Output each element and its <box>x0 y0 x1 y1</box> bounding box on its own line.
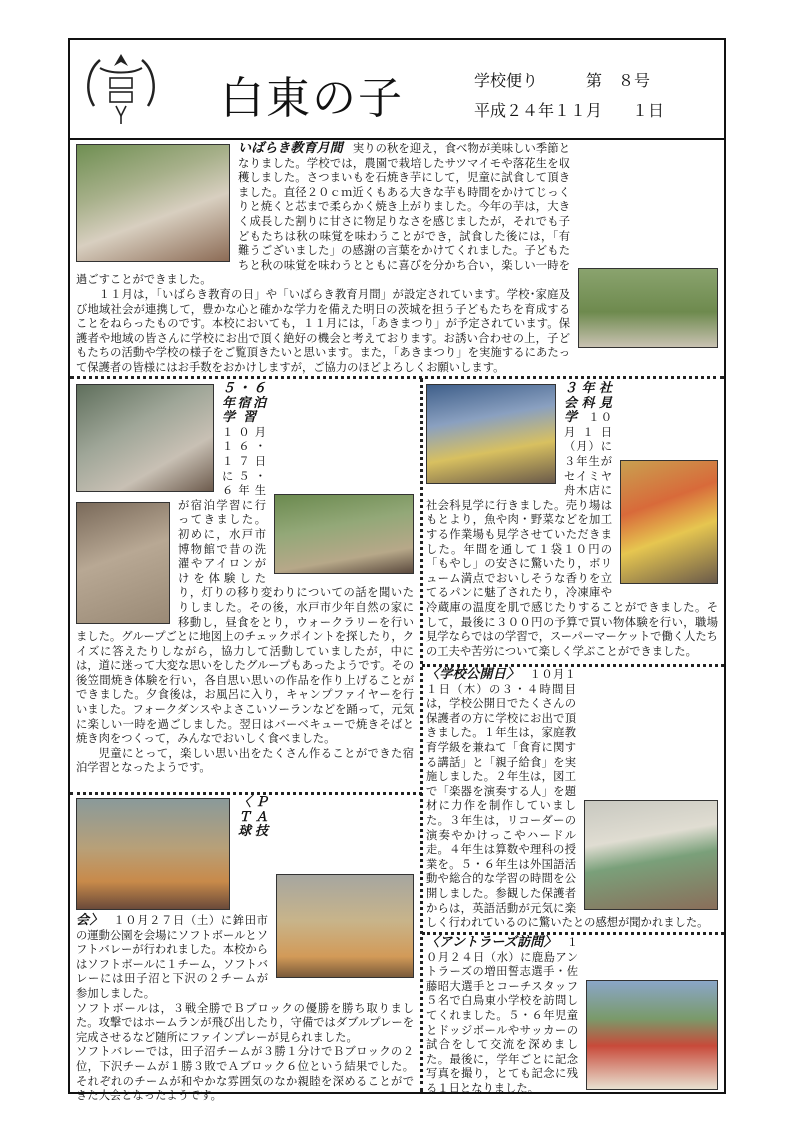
section-ibaraki <box>76 142 718 374</box>
section-shakai <box>426 382 718 660</box>
newsletter-label: 学校便り <box>474 71 539 90</box>
antlers-paragraph: 〈アントラーズ訪問〉 １０月２４日（水）に鹿島アントラーズの増田誓志選手・佐藤昭大選手とコーチスタッフ５名で白鳥東小学校を訪問してくれました。５・６年児童とドッジボールやサッカーの試合をして交流を深めました。最後に，学年ごとに記念写真を撮り，とても記念に残る１日となりました。 <box>426 935 578 1095</box>
shukuhaku-paragraph: ５・６年宿泊学習１０月１６・１７日に５・６年生が宿泊学習に行ってきました。初めに，水戸市博物館で昔の洗濯やアイロンがけを体験したり，灯りの移り変わりについての話を聞いたりしました。その後，水戸市少年自然の家に移動し，昼食をとり，ウォークラリーを行いました。グループごとに地図上のチェックポイントを探したり，クイズに答えたりしながら，協力して活動していましたが，中には，道に迷って大変な思いをしたグループもあったようです。その後笠間焼き体験を行い，各自思い思いの作品を作り上げることができました。夕食後は，お風呂に入り，キャンプファイヤーを行いました。フォークダンスやよさこいソーランなどを踊って，元気に楽しい一時を過ごしました。翌日はバーベキューで焼きそばと焼き肉をつくって，みんなでおいしく食べました。 <box>76 381 414 746</box>
issue-info <box>474 68 650 91</box>
issue-number: 第 ８号 <box>586 71 651 90</box>
shukuhaku-paragraph-2: 児童にとって，楽しい思い出をたくさん作ることができた宿泊学習となったようです。 <box>76 746 414 775</box>
issue-day: １日 <box>632 101 665 120</box>
heading-pta: 〈ＰＴＡ球技会〉 <box>76 795 268 928</box>
newsletter-title: 白東の子 <box>220 73 404 124</box>
section-koukai <box>426 668 718 930</box>
ibaraki-paragraph-1: いばらき教育月間 実りの秋を迎え，食べ物が美味しい季節となりました。学校では，農園で栽培したサツマイモや落花生を収穫しました。さつまいもを石焼き芋にして，児童に試食して頂きました。直径２０ｃｍ近くもある大きな芋も時間をかけてじっくりと焼くと芯まで柔らかく焼き上がりました。今年の芋は，大きく成長した割りに甘さに物足りなさを感じましたが，それでも子どもたちは秋の味覚を味わうことができ，試食した後には，「有難うございました」の感謝の言葉をかけてくれました。子どもたちと秋の味覚を味わうとともに喜びを分かち合い，楽しい一時を過ごすことができました。 <box>76 141 570 287</box>
shakai-paragraph: ３年社会科見学 １０月１日（月）に３年生がセイミヤ舟木店に社会科見学に行きました。売り場はもとより，魚や肉・野菜などを加工する作業場も見学させていただきました。年間を通して１袋１０円の「もやし」の安さに驚いたり，ボリューム満点でおいしそうな香りを立てるパンに魅了されたり，冷凍庫や冷蔵庫の温度を肌で感じたりすることができました。そして，最後に３００円の予算で買い物体験を行い，職場見学ならではの学習で，スーパーマーケットで働く人たちの工夫や苦労について楽しく学ぶことができました。 <box>426 381 718 658</box>
ibaraki-paragraph-2: １１月は，「いばらき教育の日」や「いばらき教育月間」が設定されています。学校･家庭及び地域社会が連携して，豊かな心と確かな学力を備えた明日の茨城を担う子どもたちを育成することをねらったものです。本校においても，１１月には，「あきまつり」が予定されています。保護者や地域の皆さんに学校にお出で頂く絶好の機会と考えております。お誘い合わせの上，子どもたちの活動や学校の様子をご覧頂きたいと思います。また，「あきまつり」を実施するにあたって保護者の皆様にはお手数をおかけしますが，ご協力のほどよろしくお願いします。 <box>76 287 570 374</box>
pta-paragraph-2: ソフトボールは，３戦全勝でＢブロックの優勝を勝ち取りました。攻撃ではホームランが飛び出したり，守備ではダブルプレーを完成させるなど随所にファインプレーが見られました。 <box>76 1001 415 1044</box>
section-shukuhaku <box>76 382 414 790</box>
issue-date <box>474 98 664 121</box>
pta-paragraph: 〈ＰＴＡ球技会〉 １０月２７日（土）に鉾田市の運動公園を会場にソフトボールとソフトバレーが行われました。本校からはソフトボールに１チーム，ソフトバレーには田子沼と下沢の２チームが参加しました。 <box>76 795 268 1000</box>
photo-supermarket-tour <box>426 384 556 484</box>
photo-volleyball-match <box>276 874 414 978</box>
section-antlers <box>426 935 718 1095</box>
newsletter-frame <box>68 38 726 1103</box>
photo-pottery <box>76 502 170 624</box>
photo-harvest <box>578 268 718 348</box>
pta-paragraph-3: ソフトバレーでは，田子沼チームが３勝１分けでＢブロックの２位，下沢チームが１勝３敗でＡブロック６位という結果でした。それぞれのチームが和やかな雰囲気のなか親睦を深めることができた大会となったようです。 <box>76 1045 414 1103</box>
photo-sweet-potato-tasting <box>76 144 230 262</box>
heading-koukai: 〈学校公開日〉 <box>426 667 520 682</box>
section-pta <box>76 795 415 1103</box>
newsletter-header <box>70 40 724 140</box>
school-emblem-icon <box>80 48 162 128</box>
koukai-paragraph: 〈学校公開日〉 １０月１１日（木）の３・４時間目は，学校公開日でたくさんの保護者の方に学校にお出で頂きました。１年生は，家庭教育学級を兼ねて「食育に関する講話」と「親子給食」を実施しました。２年生は，図工で「楽器を演奏する人」を題材に力作を制作していました。３年生は，リコーダーの演奏やかけっこやハードル走。４年生は算数や理科の授業を。５・６年生は外国語活動や総合的な学習の時間を公開しました。参観した保護者からは，英語活動が元気に楽しく行われているのに驚いたとの感想が聞かれました。 <box>426 667 709 930</box>
photo-walk-rally <box>274 494 414 574</box>
issue-month: 平成２４年１１月 <box>474 101 603 120</box>
photo-antlers-visit <box>586 980 718 1090</box>
photo-museum-activity <box>76 384 214 492</box>
divider-vertical <box>420 378 423 1092</box>
photo-shopping <box>620 460 718 584</box>
divider-horizontal <box>70 376 724 379</box>
heading-shukuhaku: ５・６年宿泊学習 <box>222 381 266 426</box>
heading-antlers: 〈アントラーズ訪問〉 <box>426 935 557 950</box>
heading-ibaraki: いばらき教育月間 <box>238 141 343 156</box>
photo-open-class <box>584 800 718 910</box>
heading-shakai: ３年社会科見学 <box>564 381 612 426</box>
photo-volleyball-team <box>76 798 230 910</box>
